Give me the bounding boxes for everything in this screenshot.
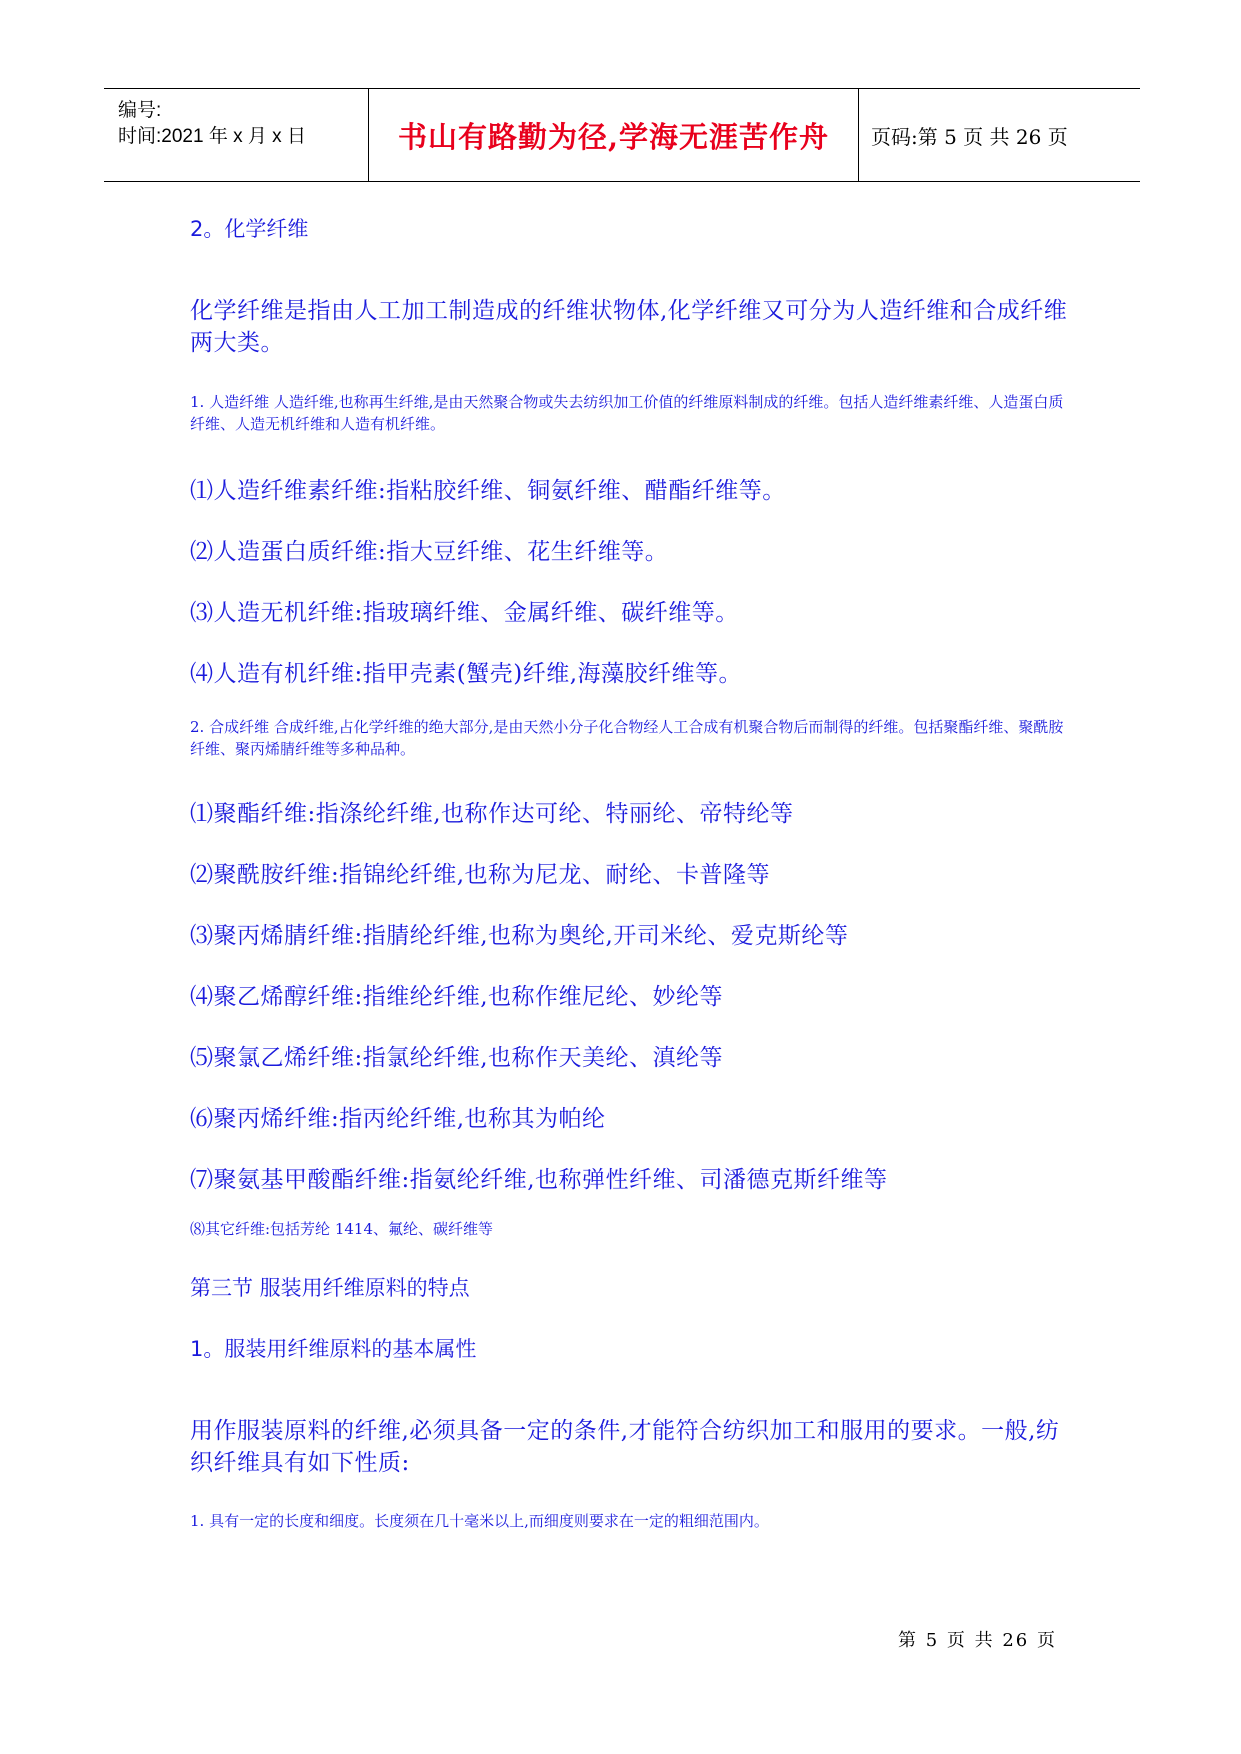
man-made-fiber-intro: 1. 人造纤维 人造纤维,也称再生纤维,是由天然聚合物或失去纺织加工价值的纤维原料制成的纤维。包括人造纤维素纤维、人造蛋白质纤维、人造无机纤维和人造有机纤维。 <box>190 393 1064 433</box>
synthetic-item-7: ⑺聚氨基甲酸酯纤维:指氨纶纤维,也称弹性纤维、司潘德克斯纤维等 <box>190 1167 888 1193</box>
header-motto-cell <box>369 89 859 181</box>
synthetic-item-5: ⑸聚氯乙烯纤维:指氯纶纤维,也称作天美纶、滇纶等 <box>190 1045 724 1071</box>
man-made-item-3: ⑶人造无机纤维:指玻璃纤维、金属纤维、碳纤维等。 <box>190 600 739 626</box>
man-made-item-1: ⑴人造纤维素纤维:指粘胶纤维、铜氨纤维、醋酯纤维等。 <box>190 478 786 504</box>
document-number-label: 编号: <box>118 100 162 121</box>
header-info-cell <box>104 89 369 181</box>
header-page-cell <box>859 89 1140 181</box>
document-time-label: 时间:2021 年 x 月 x 日 <box>118 126 306 147</box>
header-motto: 书山有路勤为径,学海无涯苦作舟 <box>397 119 830 154</box>
property-1: 1. 具有一定的长度和细度。长度须在几十毫米以上,而细度则要求在一定的粗细范围内。 <box>190 1512 769 1530</box>
synthetic-item-2: ⑵聚酰胺纤维:指锦纶纤维,也称为尼龙、耐纶、卡普隆等 <box>190 862 771 888</box>
other-fibers-line: ⑻其它纤维:包括芳纶 1414、氟纶、碳纤维等 <box>190 1220 493 1238</box>
section-3-heading: 第三节 服装用纤维原料的特点 <box>190 1276 470 1300</box>
page-footer: 第 5 页 共 26 页 <box>898 1630 1057 1651</box>
synthetic-item-6: ⑹聚丙烯纤维:指丙纶纤维,也称其为帕纶 <box>190 1106 606 1132</box>
section-heading: 2。化学纤维 <box>190 217 309 241</box>
man-made-item-2: ⑵人造蛋白质纤维:指大豆纤维、花生纤维等。 <box>190 539 669 565</box>
subsection-heading: 1。服装用纤维原料的基本属性 <box>190 1337 477 1361</box>
intro-paragraph: 化学纤维是指由人工加工制造成的纤维状物体,化学纤维又可分为人造纤维和合成纤维两大类。 <box>190 298 1068 356</box>
page-header <box>104 88 1140 182</box>
synthetic-fiber-intro: 2. 合成纤维 合成纤维,占化学纤维的绝大部分,是由天然小分子化合物经人工合成有机聚合物后而制得的纤维。包括聚酯纤维、聚酰胺纤维、聚丙烯腈纤维等多种品种。 <box>190 718 1064 758</box>
synthetic-item-4: ⑷聚乙烯醇纤维:指维纶纤维,也称作维尼纶、妙纶等 <box>190 984 724 1010</box>
properties-intro-paragraph: 用作服装原料的纤维,必须具备一定的条件,才能符合纺织加工和服用的要求。一般,纺织纤维具有如下性质: <box>190 1418 1060 1476</box>
synthetic-item-3: ⑶聚丙烯腈纤维:指腈纶纤维,也称为奥纶,开司米纶、爱克斯纶等 <box>190 923 849 949</box>
man-made-item-4: ⑷人造有机纤维:指甲壳素(蟹壳)纤维,海藻胶纤维等。 <box>190 661 743 687</box>
synthetic-item-1: ⑴聚酯纤维:指涤纶纤维,也称作达可纶、特丽纶、帝特纶等 <box>190 801 794 827</box>
header-page-number: 页码:第 5 页 共 26 页 <box>871 124 1068 149</box>
